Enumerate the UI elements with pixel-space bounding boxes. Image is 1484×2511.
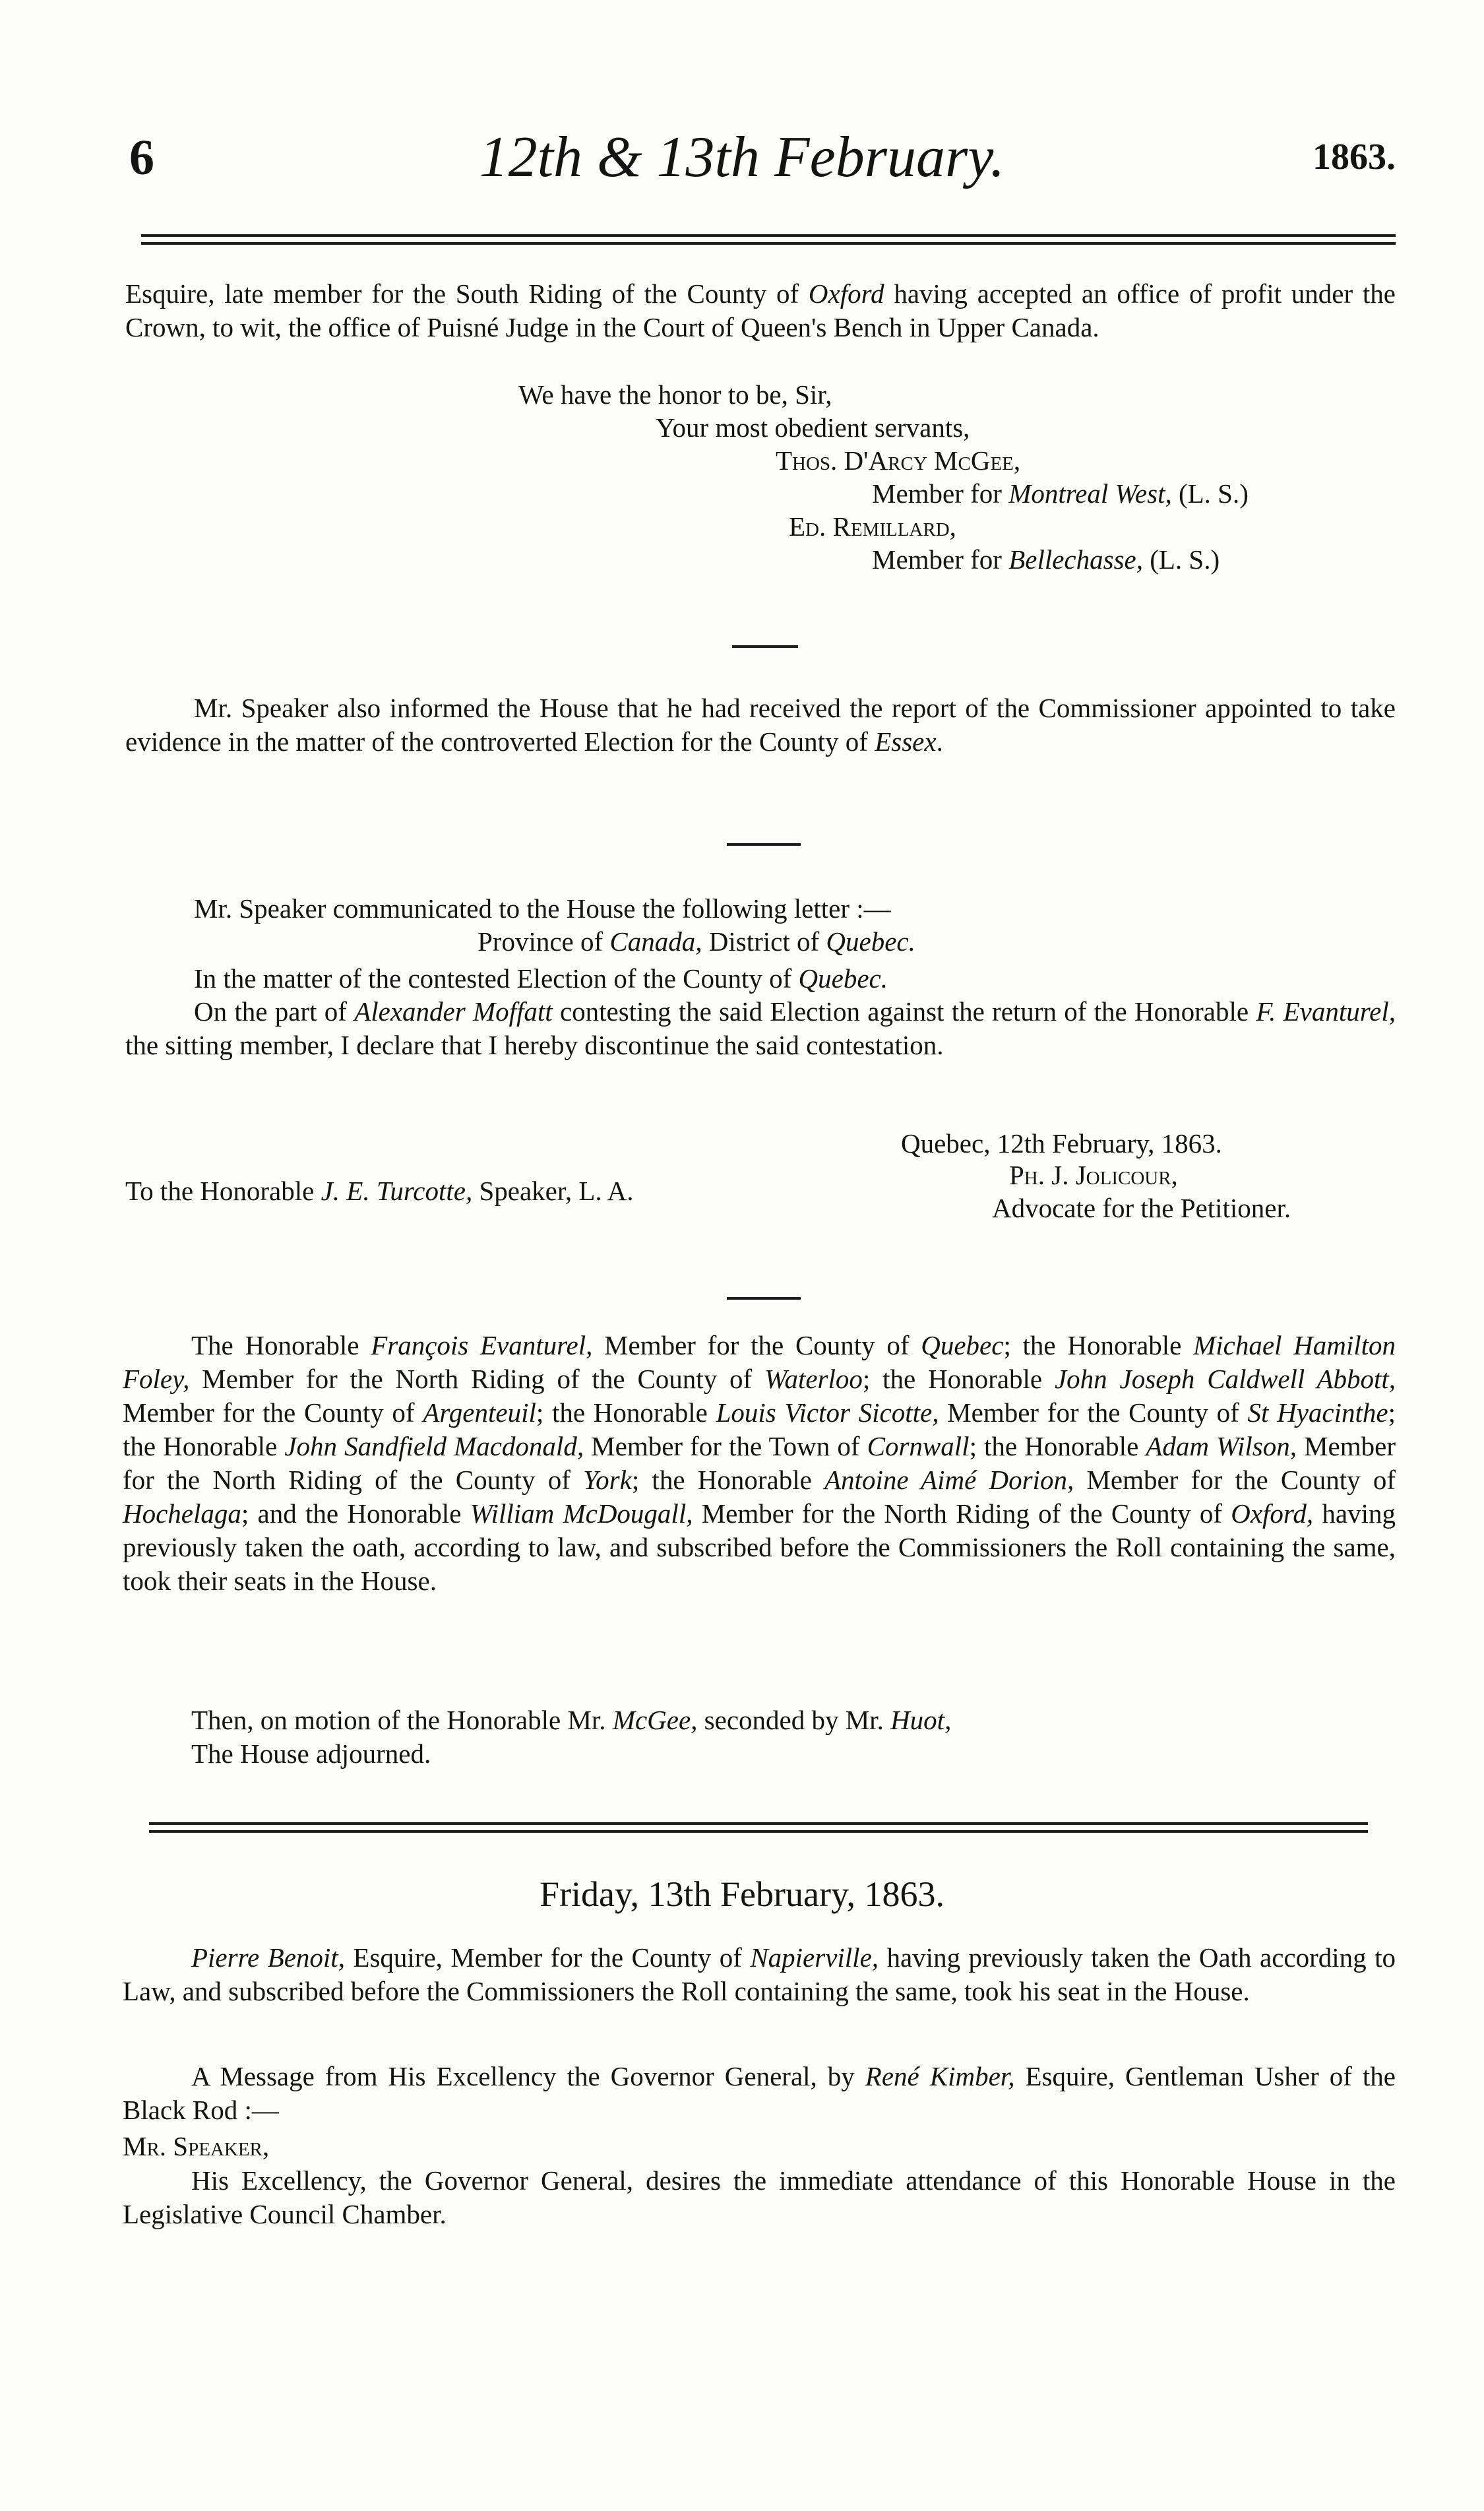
speaker-name: J. E. Turcotte, (321, 1176, 473, 1206)
riding-name: Montreal West, (1008, 478, 1172, 509)
text-run: the sitting member, I declare that I hereby discontinue the said contestation. (125, 1030, 944, 1060)
petitioner-name: Alexander Moffatt (354, 996, 553, 1027)
county-name: St Hyacinthe (1247, 1397, 1388, 1428)
header-rule-bottom (141, 242, 1396, 245)
text-run: having previously taken the Oath according to Law, and subscribed before the Commissioners the Roll containing the same, took his seat in the House. (123, 1942, 1396, 2006)
county-name: Waterloo (764, 1364, 863, 1394)
day-rule-top (149, 1822, 1368, 1825)
text-run: Member for the County of (592, 1330, 921, 1360)
text-run: Member for the County of (939, 1397, 1248, 1428)
text-run: Member for the County of (123, 1397, 423, 1428)
text-run: Esquire, late member for the South Riding of the County of (125, 278, 809, 309)
member-name: Michael Hamilton Foley, (123, 1330, 1396, 1394)
benoit-paragraph (123, 1941, 1396, 2008)
text-run: Province of (478, 926, 610, 957)
text-run: ; the Honorable (536, 1397, 716, 1428)
text-run: seconded by Mr. (697, 1705, 891, 1735)
county-name: Argenteuil (423, 1397, 536, 1428)
text-run: having previously taken the oath, according to law, and subscribed before the Commissioners the Roll containing the same, took their seats in the House. (123, 1498, 1396, 1596)
member-name: Antoine Aimé Dorion, (824, 1465, 1074, 1495)
text-run: ; the Honorable (123, 1397, 1396, 1461)
text-run: Esquire, Gentleman Usher of the Black Rod :— (123, 2061, 1396, 2125)
usher-name: René Kimber, (865, 2061, 1015, 2091)
letter-matter (194, 962, 888, 996)
member-name: Adam Wilson, (1146, 1431, 1297, 1461)
county-name: Napierville, (750, 1942, 879, 1973)
county-name: Quebec (921, 1330, 1004, 1360)
text-run: ; the Honorable (969, 1431, 1146, 1461)
district-name: Quebec. (826, 926, 915, 957)
county-name: Hochelaga (123, 1498, 241, 1529)
text-run: Member for the County of (1074, 1465, 1396, 1495)
text-run: ; the Honorable (631, 1465, 825, 1495)
riding-name: Bellechasse, (1008, 544, 1143, 575)
letter-body (125, 995, 1396, 1062)
page-year: 1863. (1313, 137, 1396, 177)
member-name: John Sandfield Macdonald, (284, 1431, 584, 1461)
member-name: François Evanturel, (371, 1330, 593, 1360)
text-run: . (936, 726, 943, 757)
continuation-paragraph (125, 277, 1396, 344)
text-run: ; the Honorable (862, 1364, 1055, 1394)
text-run: Member for the North Riding of the County of (693, 1498, 1231, 1529)
signer-role (872, 543, 1220, 577)
text-run: ; and the Honorable (241, 1498, 470, 1529)
message-body: His Excellency, the Governor General, desires the immediate attendance of this Honorable House in the Legislative Council Chamber. (123, 2165, 1396, 2229)
text-run: Member for the Town of (584, 1431, 867, 1461)
servants-line: Your most obedient servants, (656, 412, 970, 443)
section-separator (727, 843, 801, 846)
text-run: To the Honorable (125, 1176, 321, 1206)
signer-name: Ed. Remillard, (789, 511, 956, 542)
text-run: contesting the said Election against the return of the Honorable (552, 996, 1256, 1027)
member-name: Pierre Benoit, (191, 1942, 345, 1973)
page-number: 6 (129, 130, 154, 185)
closing-line: We have the honor to be, Sir, (518, 379, 832, 410)
member-name: Louis Victor Sicotte, (716, 1397, 939, 1428)
text-run: Then, on motion of the Honorable Mr. (191, 1705, 613, 1735)
text-run: A Message from His Excellency the Governor General, by (191, 2061, 865, 2091)
text-run: Mr. Speaker also informed the House that he had received the report of the Commissioner appointed to take evidence in the matter of the controverted Election for the County of (125, 693, 1396, 757)
text-run: ; the Honorable (1003, 1330, 1194, 1360)
motion-line (191, 1703, 951, 1737)
section-separator (732, 645, 798, 648)
letter-province (478, 925, 915, 959)
text-run: The Honorable (191, 1330, 371, 1360)
text-run: Member for the North Riding of the County of (123, 1431, 1396, 1495)
page-title: 12th & 13th February. (479, 125, 1005, 189)
salutation: Mr. Speaker, (123, 2131, 270, 2161)
text-run: In the matter of the contested Election of the County of (194, 963, 799, 994)
text-run: Member for (872, 544, 1009, 575)
adjournment-line: The House adjourned. (191, 1738, 431, 1769)
member-name: F. Evanturel, (1256, 996, 1396, 1027)
county-name: Cornwall (867, 1431, 970, 1461)
letter-signer: Ph. J. Jolicour, (1009, 1160, 1178, 1190)
text-run: (L. S.) (1142, 544, 1220, 575)
signer-role (872, 477, 1249, 511)
seconder-name: Huot, (890, 1705, 952, 1735)
header-rule-top (141, 234, 1396, 237)
letter-intro: Mr. Speaker communicated to the House the following letter :— (194, 893, 891, 924)
county-name: Essex (875, 726, 937, 757)
county-name: Oxford, (1231, 1498, 1314, 1529)
member-name: John Joseph Caldwell Abbott, (1054, 1364, 1396, 1394)
county-name: Quebec. (798, 963, 888, 994)
section-separator (727, 1297, 801, 1300)
text-run: Esquire, Member for the County of (344, 1942, 751, 1973)
members-paragraph (123, 1329, 1396, 1598)
text-run: (L. S.) (1171, 478, 1249, 509)
speaker-report-paragraph (125, 691, 1396, 759)
text-run: Speaker, L. A. (472, 1176, 634, 1206)
letter-addressee (125, 1174, 634, 1208)
text-run: District of (702, 926, 826, 957)
text-run: Member for the North Riding of the County of (189, 1364, 765, 1394)
signer-name: Thos. D'Arcy McGee, (776, 445, 1021, 476)
county-name: Oxford (808, 278, 884, 309)
message-paragraph (123, 2060, 1396, 2127)
province-name: Canada, (609, 926, 702, 957)
day-rule-bottom (149, 1830, 1368, 1833)
text-run: On the part of (194, 996, 355, 1027)
text-run: having accepted an office of profit under the Crown, to wit, the office of Puisné Judge in the Court of Queen's Bench in Upper Canada. (125, 278, 1396, 342)
text-run: Member for (872, 478, 1009, 509)
member-name: William McDougall, (470, 1498, 693, 1529)
letter-signer-role: Advocate for the Petitioner. (992, 1193, 1291, 1223)
letter-date: Quebec, 12th February, 1863. (901, 1128, 1222, 1159)
mover-name: McGee, (612, 1705, 698, 1735)
day-heading: Friday, 13th February, 1863. (540, 1874, 944, 1914)
county-name: York (583, 1465, 632, 1495)
